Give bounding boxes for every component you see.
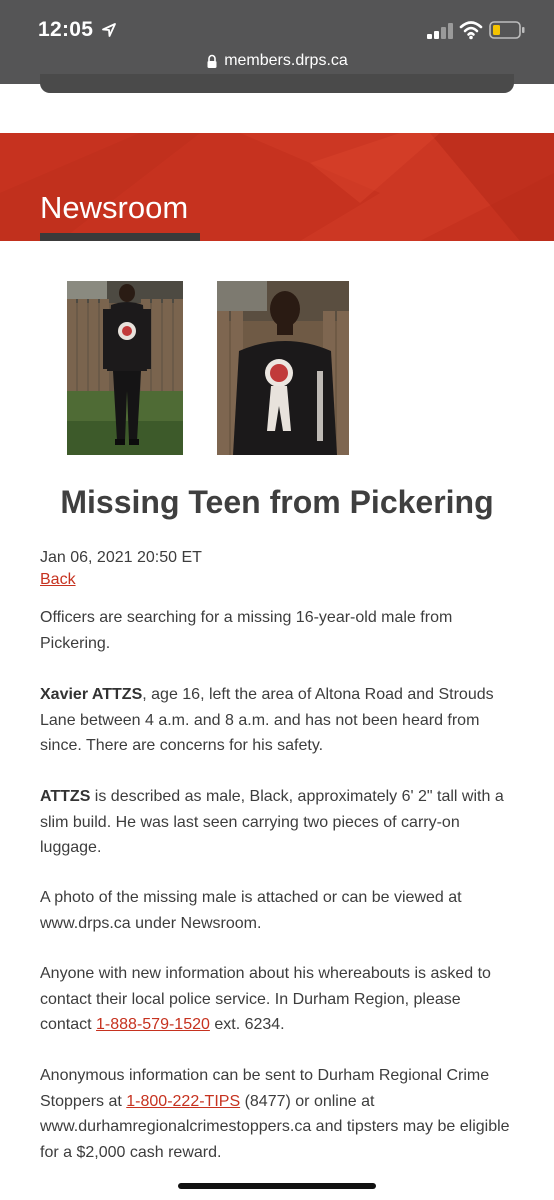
site-nav-bar	[40, 74, 514, 93]
missing-person-surname: ATTZS	[40, 788, 91, 805]
status-time: 12:05	[38, 18, 94, 41]
lock-icon	[206, 54, 218, 69]
article-paragraph	[40, 885, 515, 936]
banner-title: Newsroom	[40, 190, 189, 225]
cellular-signal-icon	[427, 23, 453, 39]
banner-title-underline	[40, 233, 200, 241]
paragraph-text: Officers are searching for a missing 16-year-old male from Pickering.	[40, 609, 453, 652]
wifi-icon	[459, 20, 483, 40]
crime-stoppers-phone-link[interactable]: 1-800-222-TIPS	[126, 1092, 241, 1110]
person-photo-icon	[217, 281, 349, 455]
missing-teen-photo-full-body[interactable]	[67, 281, 183, 455]
home-indicator[interactable]	[178, 1183, 376, 1189]
newsroom-banner	[0, 133, 554, 241]
missing-person-name: Xavier ATTZS	[40, 686, 143, 703]
back-link[interactable]: Back	[40, 571, 76, 588]
article-paragraph	[40, 682, 515, 759]
article-paragraph	[40, 1063, 515, 1165]
url-text: members.drps.ca	[224, 52, 348, 69]
paragraph-text: is described as male, Black, approximately 6' 2" tall with a slim build. He was last seen carrying two pieces of carry-on luggage.	[40, 788, 504, 856]
browser-chrome	[0, 0, 554, 84]
article-paragraph	[40, 961, 515, 1038]
article-paragraph	[40, 605, 515, 656]
article-paragraph	[40, 784, 515, 861]
location-arrow-icon	[101, 22, 117, 38]
paragraph-text: , age 16, left the area of Altona Road and Strouds Lane between 4 a.m. and 8 a.m. and has not been heard from since. There are concerns for his safety.	[40, 686, 494, 754]
paragraph-text: Anonymous information can be sent to Durham Regional Crime Stoppers at	[40, 1067, 490, 1110]
person-photo-icon	[67, 281, 183, 455]
battery-icon	[489, 20, 525, 40]
paragraph-text: (8477) or online at www.durhamregionalcrimestoppers.ca and tipsters may be eligible for a $2,000 cash reward.	[40, 1092, 510, 1161]
paragraph-text: ext. 6234.	[209, 1016, 285, 1033]
police-phone-link[interactable]: 1-888-579-1520	[96, 1016, 210, 1033]
paragraph-text: Anyone with new information about his whereabouts is asked to contact their local police service. In Durham Region, please contact	[40, 965, 491, 1033]
missing-teen-photo-portrait[interactable]	[217, 281, 349, 455]
paragraph-text: A photo of the missing male is attached or can be viewed at www.drps.ca under Newsroom.	[40, 889, 462, 932]
article-headline: Missing Teen from Pickering	[60, 484, 494, 520]
article-date: Jan 06, 2021 20:50 ET	[40, 549, 202, 566]
